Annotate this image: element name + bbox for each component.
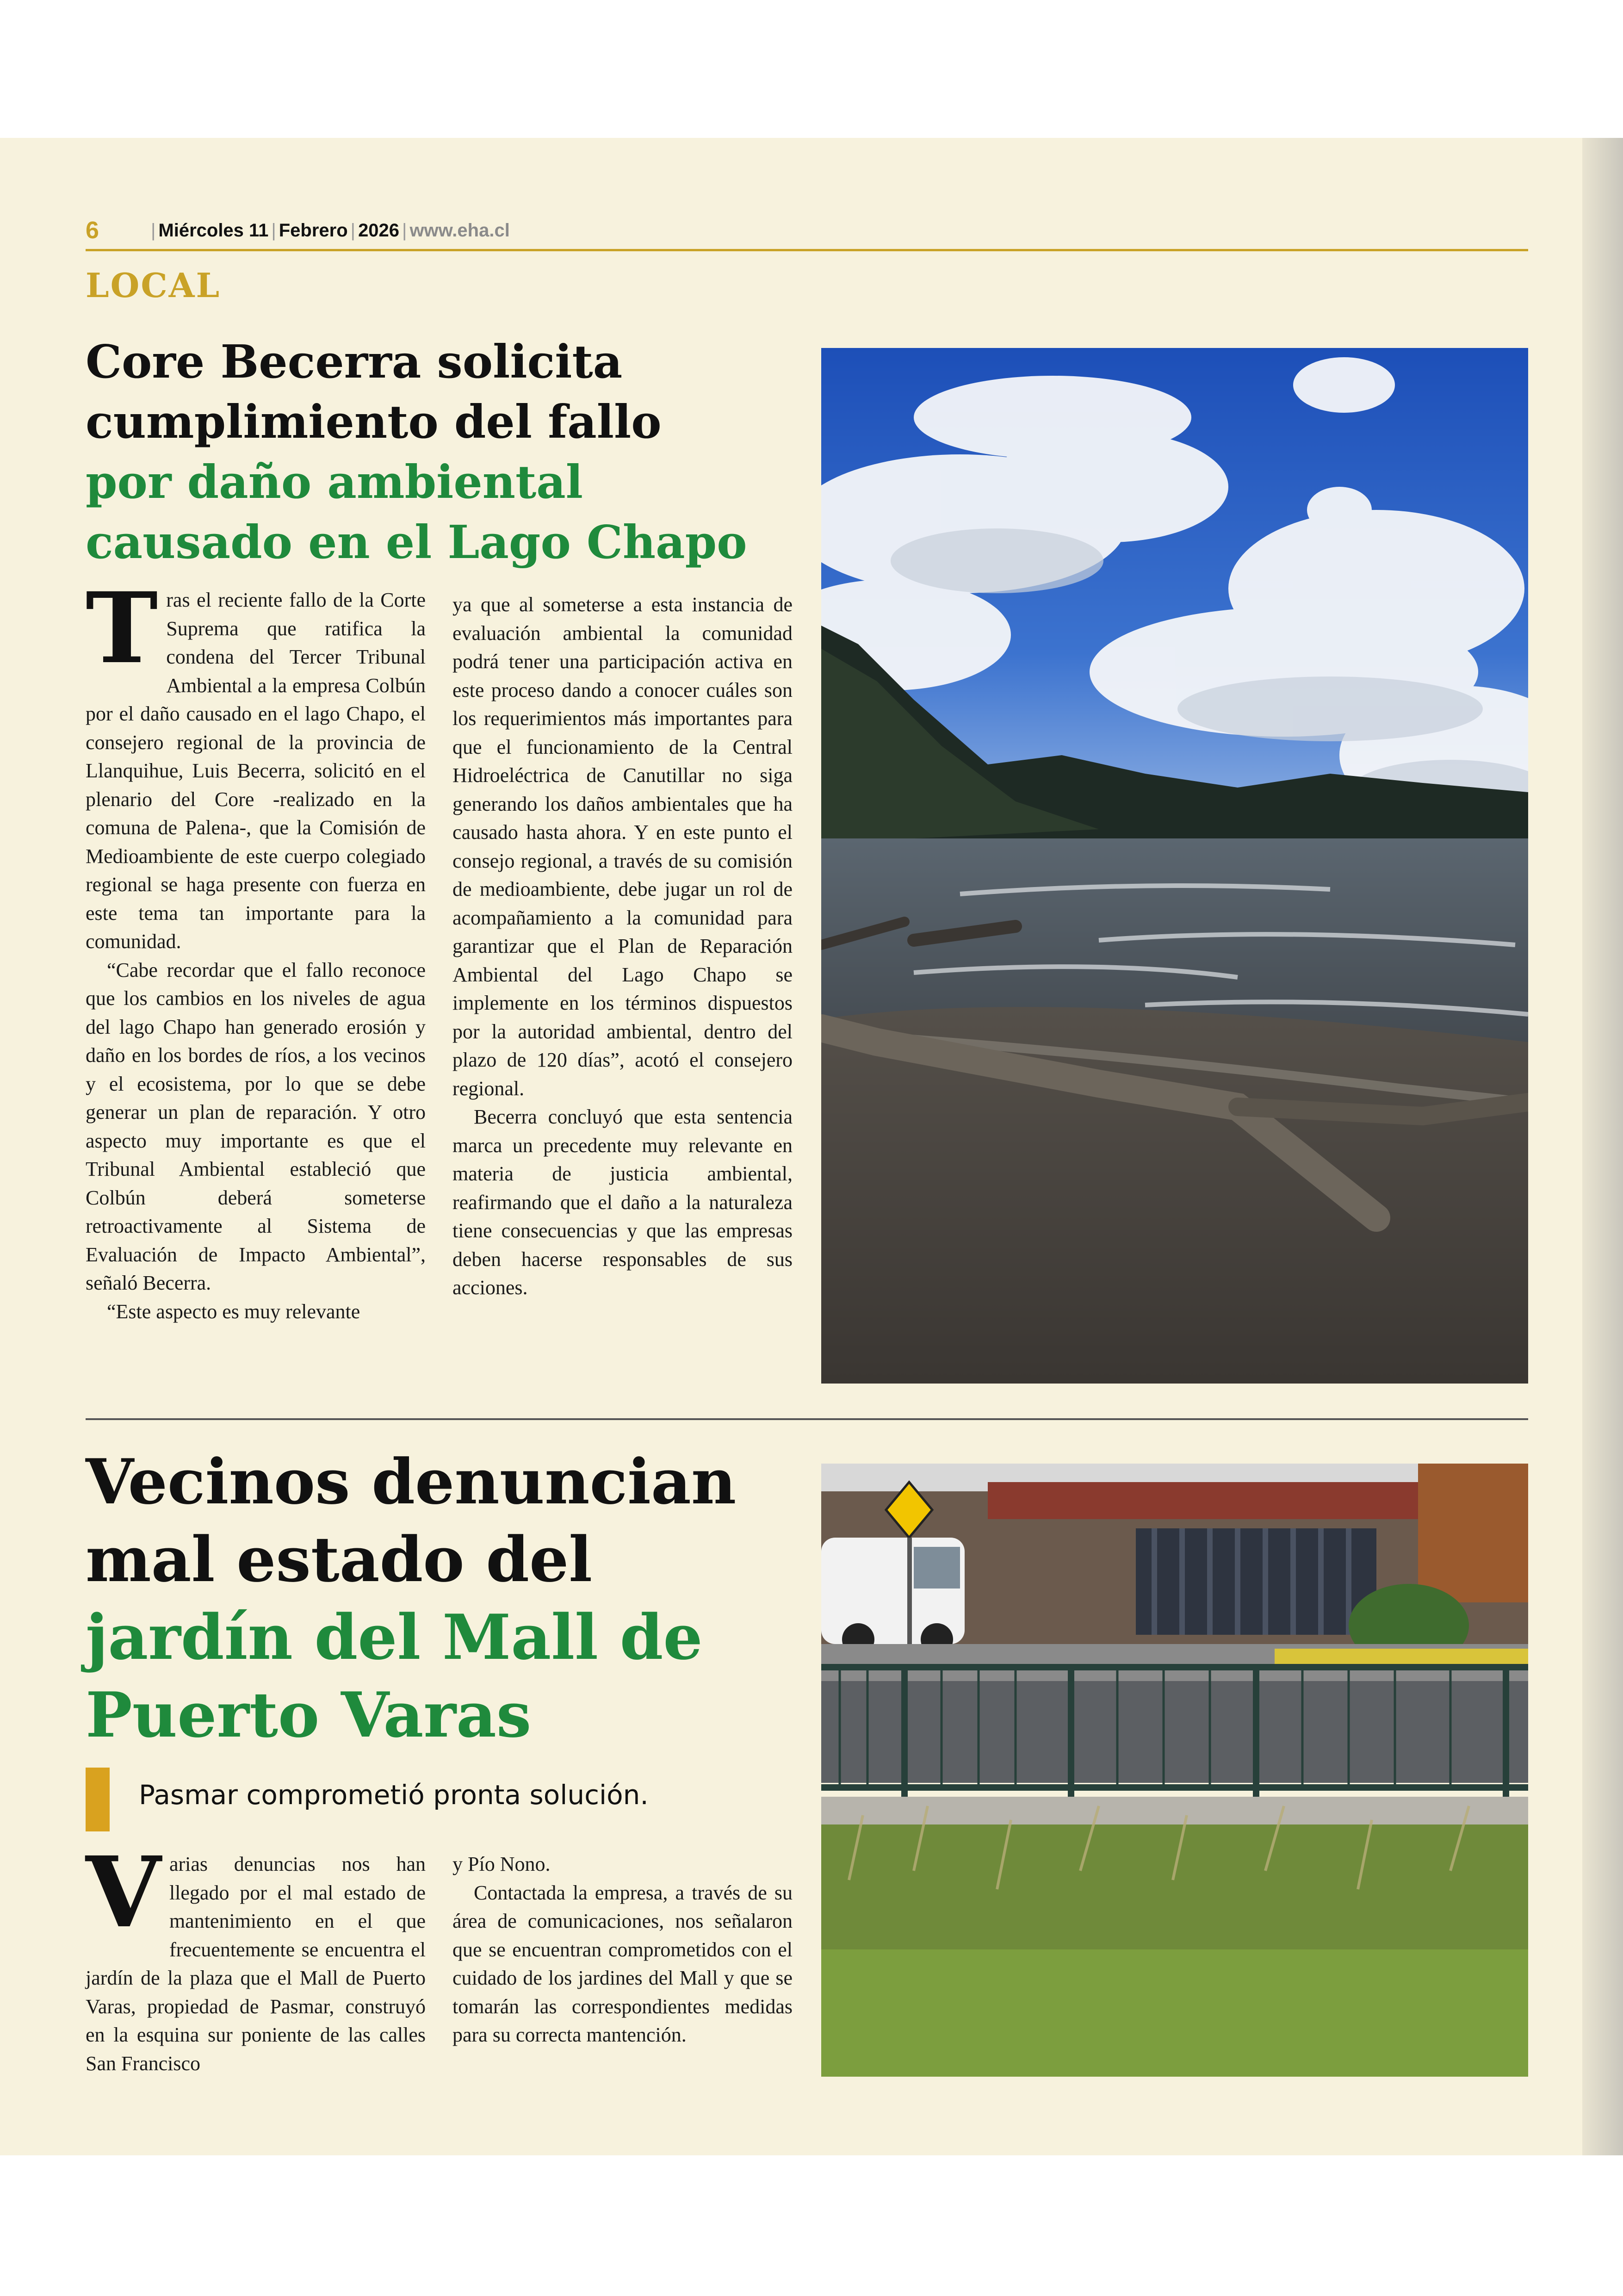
article1-column-1	[86, 571, 426, 1326]
article2-deck: Pasmar comprometió pronta solución.	[139, 1779, 649, 1811]
article2-headline-line-green: Puerto Varas	[86, 1678, 532, 1751]
lake-photo-illustration	[821, 348, 1528, 1384]
paragraph: “Este aspecto es muy relevante	[107, 1300, 360, 1323]
deck-accent-bar	[86, 1768, 110, 1831]
drop-cap: T	[86, 571, 158, 685]
issue-year: 2026	[358, 220, 400, 241]
garden-photo-illustration	[821, 1464, 1528, 2077]
lake-chapo-photo	[821, 348, 1528, 1384]
issue-day: Miércoles	[158, 220, 244, 241]
article1-headline-line-green: causado en el Lago Chapo	[86, 516, 747, 569]
article2-headline-line: mal estado del	[86, 1523, 593, 1596]
issue-month: Febrero	[279, 220, 348, 241]
paragraph: arias denuncias nos han llegado por el mal estado de mantenimiento en el que frecuentemente se encuentra el jardín de la plaza que el Mall de Puerto Varas, propiedad de Pasmar, construyó en la esquina sur poniente de las calles San Francisco	[86, 1853, 426, 2075]
page-number: 6	[86, 217, 99, 244]
article2-column-1	[86, 1835, 426, 2078]
article2-headline-line: Vecinos denuncian	[86, 1445, 737, 1518]
article1-headline-line: Core Becerra solicita	[86, 335, 623, 389]
paragraph: Contactada la empresa, a través de su área de comunicaciones, nos señalaron que se encuentran comprometidos con el cuidado de los jardines del Mall y que se tomarán las correspondientes medidas para su correcta mantención.	[452, 1881, 793, 2046]
paragraph: “Cabe recordar que el fallo reconoce que los cambios en los niveles de agua del lago Chapo han generado erosión y daño en los bordes de ríos, a los vecinos y el ecosistema, por lo que se debe generar un plan de reparación. Y otro aspecto muy importante es que el Tribunal Ambiental estableció que Colbún deberá someterse retroactivamente al Sistema de Evaluación de Impacto Ambiental”, señaló Becerra.	[86, 958, 426, 1294]
article1-headline-line: cumplimiento del fallo	[86, 396, 662, 449]
paragraph: ya que al someterse a esta instancia de evaluación ambiental la comunidad podrá tener una participación activa en este proceso dando a conocer cuáles son los requerimientos más importantes para que el funcionamiento de la Central Hidroeléctrica de Canutillar no siga generando los daños ambientales que ha causado hasta ahora. Y en este punto el consejo regional, a través de su comisión de medioambiente, debe jugar un rol de acompañamiento a la comunidad para garantizar que el Plan de Reparación Ambiental del Lago Chapo se implemente en los términos dispuestos por la autoridad ambiental, dentro del plazo de 120 días”, acotó el consejero regional.	[452, 593, 793, 1100]
article2-headline-line-green: jardín del Mall de	[86, 1601, 703, 1674]
article1-headline	[86, 332, 807, 573]
mall-garden-photo	[821, 1464, 1528, 2077]
drop-cap: V	[86, 1835, 161, 1949]
article1-column-2	[452, 590, 793, 1302]
issue-date-number: 11	[249, 220, 269, 241]
paragraph: ras el reciente fallo de la Corte Suprema que ratifica la condena del Tercer Tribunal Ambiental a la empresa Colbún por el daño causado en el lago Chapo, el consejero regional de la provincia de Llanquihue, Luis Becerra, solicitó en el plenario del Core -realizado en la comuna de Palena-, que la Comisión de Medioambiente de este cuerpo colegiado regional se haga presente con fuerza en este tema tan importante para la comunidad.	[86, 589, 426, 953]
article2-column-2	[452, 1850, 793, 2049]
section-label: LOCAL	[86, 266, 221, 305]
paragraph: y Pío Nono.	[452, 1853, 551, 1875]
issue-date-line: | Miércoles 11 | Febrero | 2026 | www.eha.cl	[151, 220, 510, 241]
article2-headline	[86, 1443, 807, 1754]
paragraph: Becerra concluyó que esta sentencia marca un precedente muy relevante en materia de justicia ambiental, reafirmando que el daño a la naturaleza tiene consecuencias y que las empresas deben hacerse responsables de sus acciones.	[452, 1105, 793, 1299]
article1-headline-line-green: por daño ambiental	[86, 456, 583, 509]
article-divider	[86, 1418, 1528, 1420]
site-url: www.eha.cl	[409, 220, 510, 241]
page-header	[86, 217, 1528, 251]
page-edge-shadow	[1582, 138, 1623, 2155]
